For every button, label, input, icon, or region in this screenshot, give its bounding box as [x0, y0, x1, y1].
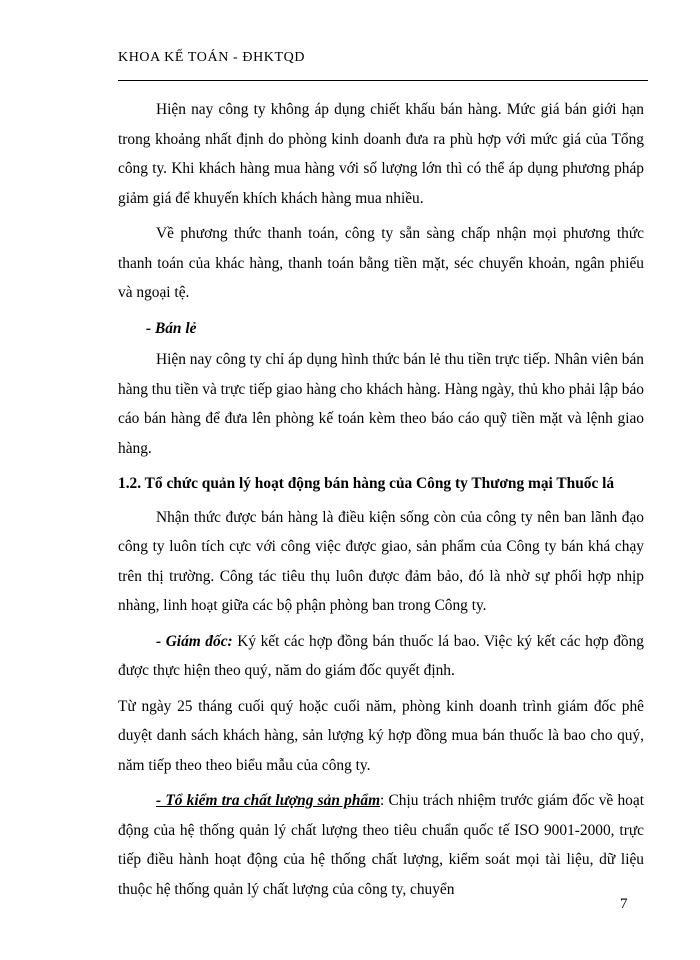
- director-text: Ký kết các hợp đồng bán thuốc lá bao. Việc ký kết các hợp đồng được thực hiện theo quý, năm do giám đốc quyết định.: [118, 632, 644, 679]
- page-number: 7: [620, 896, 628, 912]
- subheading-retail: - Bán lẻ: [146, 319, 197, 337]
- paragraph-director: [118, 627, 644, 686]
- paragraph-contract-schedule: Từ ngày 25 tháng cuối quý hoặc cuối năm, phòng kinh doanh trình giám đốc phê duyệt danh sách khách hàng, sản lượng ký hợp đồng mua bán thuốc là bao cho quý, năm tiếp theo theo biểu mẫu của công ty.: [118, 697, 644, 774]
- paragraph-retail: Hiện nay công ty chỉ áp dụng hình thức bán lẻ thu tiền trực tiếp. Nhân viên bán hàng thu tiền và trực tiếp giao hàng cho khách hàng. Hàng ngày, thủ kho phải lập báo cáo bán hàng để đưa lên phòng kế toán kèm theo báo cáo quỹ tiền mặt và lệnh giao hàng.: [118, 351, 644, 457]
- document-body: [118, 95, 644, 910]
- paragraph-discount-policy: Hiện nay công ty không áp dụng chiết khấu bán hàng. Mức giá bán giới hạn trong khoảng nhất định do phòng kinh doanh đưa ra phù hợp với mức giá của Tổng công ty. Khi khách hàng mua hàng với số lượng lớn thì có thể áp dụng phương pháp giảm giá để khuyến khích khách hàng mua nhiều.: [118, 101, 644, 207]
- running-header: KHOA KẾ TOÁN - ĐHKTQD: [118, 50, 306, 65]
- quality-team-text: : Chịu trách nhiệm trước giám đốc về hoạt động của hệ thống quản lý chất lượng theo tiêu chuẩn quốc tế ISO 9001-2000, trực tiếp điều hành hoạt động của hệ thống chất lượng, kiểm soát mọi tài liệu, dữ liệu thuộc hệ thống quản lý chất lượng của công ty, chuyển: [118, 792, 644, 898]
- paragraph-quality-team: [118, 786, 644, 904]
- header-divider: [118, 80, 648, 81]
- quality-team-label: - Tổ kiểm tra chất lượng sản phẩm: [156, 792, 381, 809]
- paragraph-payment-methods: Về phương thức thanh toán, công ty sẵn sàng chấp nhận mọi phương thức thanh toán của khác hàng, thanh toán bằng tiền mặt, séc chuyển khoản, ngân phiếu và ngoại tệ.: [118, 225, 644, 301]
- section-heading-1-2: 1.2. Tổ chức quản lý hoạt động bán hàng của Công ty Thương mại Thuốc lá: [118, 475, 615, 492]
- director-label: - Giám đốc:: [156, 632, 233, 650]
- paragraph-sales-awareness: Nhận thức được bán hàng là điều kiện sống còn của công ty nên ban lãnh đạo công ty luôn tích cực với công việc được giao, sản phẩm của Công ty bán khá chạy trên thị trường. Công tác tiêu thụ luôn được đảm bảo, đó là nhờ sự phối hợp nhịp nhàng, linh hoạt giữa các bộ phận phòng ban trong Công ty.: [118, 508, 644, 614]
